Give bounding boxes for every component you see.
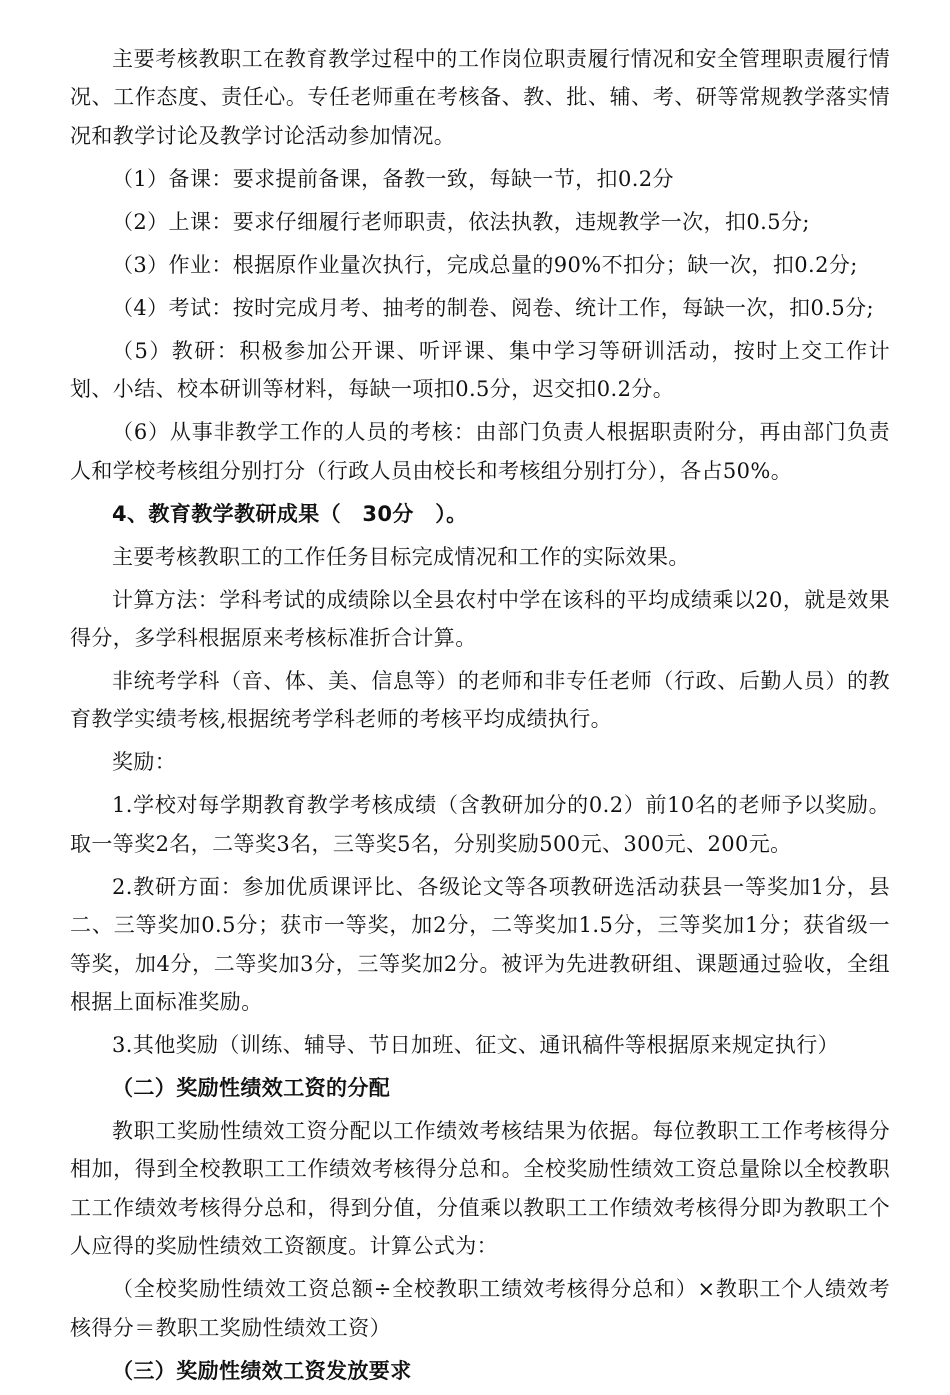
section-heading: （三）奖励性绩效工资发放要求 [112,1358,412,1383]
body-paragraph: 教职工奖励性绩效工资分配以工作绩效考核结果为依据。每位教职工工作考核得分相加，得到全校教职工工作绩效考核得分总和。全校奖励性绩效工资总量除以全校教职工工作绩效考核得分总和，得到分值，分值乘以教职工工作绩效考核得分即为教职工个人应得的奖励性绩效工资额度。计算公式为： [70,1119,890,1259]
section-heading: （二）奖励性绩效工资的分配 [112,1076,391,1101]
body-paragraph: 2.教研方面：参加优质课评比、各级论文等各项教研选活动获县一等奖加1分，县二、三等奖加0.5分；获市一等奖，加2分，二等奖加1.5分，三等奖加1分；获省级一等奖，加4分，二等奖加3分，三等奖加2分。被评为先进教研组、课题通过验收，全组根据上面标准奖励。 [70,874,890,1015]
body-paragraph: 3.其他奖励（训练、辅导、节日加班、征文、通讯稿件等根据原来规定执行） [112,1033,840,1058]
body-paragraph: 奖励： [112,750,177,775]
body-paragraph: （6）从事非教学工作的人员的考核：由部门负责人根据职责附分，再由部门负责人和学校考核组分别打分（行政人员由校长和考核组分别打分），各占50%。 [70,420,890,483]
document-page [70,40,890,1395]
body-paragraph: （5）教研：积极参加公开课、听评课、集中学习等研训活动，按时上交工作计划、小结、校本研训等材料，每缺一项扣0.5分，迟交扣0.2分。 [70,338,890,402]
body-paragraph: （3）作业：根据原作业量次执行，完成总量的90%不扣分；缺一次，扣0.2分; [112,252,858,277]
body-paragraph: 主要考核教职工的工作任务目标完成情况和工作的实际效果。 [112,544,690,569]
body-paragraph: （全校奖励性绩效工资总额÷全校教职工绩效考核得分总和）×教职工个人绩效考核得分＝教职工奖励性绩效工资） [70,1277,890,1340]
body-paragraph: 非统考学科（音、体、美、信息等）的老师和非专任老师（行政、后勤人员）的教育教学实绩考核,根据统考学科老师的考核平均成绩执行。 [70,669,890,732]
body-paragraph: 计算方法：学科考试的成绩除以全县农村中学在该科的平均成绩乘以20，就是效果得分，多学科根据原来考核标准折合计算。 [70,587,890,651]
body-paragraph: 1.学校对每学期教育教学考核成绩（含教研加分的0.2）前10名的老师予以奖励。取一等奖2名，二等奖3名，三等奖5名，分别奖励500元、300元、200元。 [70,793,890,856]
body-paragraph: （2）上课：要求仔细履行老师职责，依法执教，违规教学一次，扣0.5分; [112,209,810,234]
body-paragraph: 主要考核教职工在教育教学过程中的工作岗位职责履行情况和安全管理职责履行情况、工作态度、责任心。专任老师重在考核备、教、批、辅、考、研等常规教学落实情况和教学讨论及教学讨论活动参加情况。 [70,47,890,148]
body-paragraph: （1）备课：要求提前备课，备教一致，每缺一节，扣0.2分 [112,166,674,191]
body-paragraph: （4）考试：按时完成月考、抽考的制卷、阅卷、统计工作，每缺一次，扣0.5分; [112,295,875,320]
section-heading: 4、教育教学教研成果（ 30分 ）。 [112,501,468,526]
